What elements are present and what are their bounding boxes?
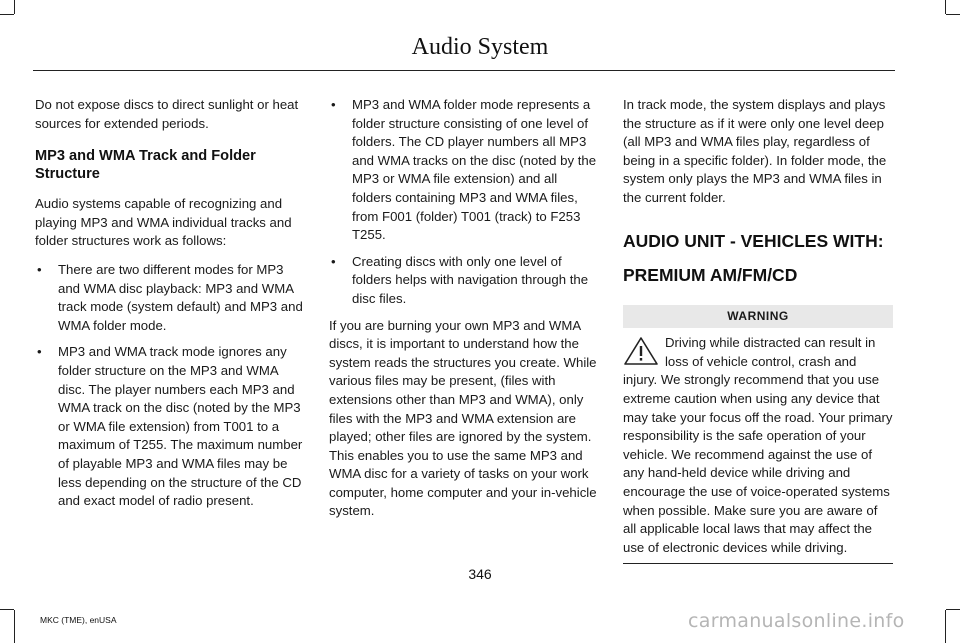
crop-mark-bottom-left-v	[14, 610, 15, 643]
footer-note: MKC (TME), enUSA	[40, 615, 117, 625]
track-mode-paragraph: In track mode, the system displays and plays the structure as if it were only one level deep (all MP3 and WMA files play, regardless of being in a specific folder). In folder mode, the system only plays the MP3 and WMA files in the current folder.	[623, 97, 887, 205]
watermark: carmanualsonline.info	[688, 610, 905, 632]
column-2	[329, 96, 599, 531]
warning-box	[623, 334, 893, 557]
warning-label: WARNING	[623, 305, 893, 329]
page-number: 346	[468, 566, 492, 582]
crop-mark-top-left-v	[14, 0, 15, 14]
warning-triangle-icon	[623, 336, 659, 366]
section-title-line-2: PREMIUM AM/FM/CD	[623, 264, 798, 285]
section-title-line-1: AUDIO UNIT - VEHICLES WITH:	[623, 230, 884, 251]
list-item: • Creating discs with only one level of folders helps with navigation through the disc files.	[329, 253, 599, 309]
list-item: • MP3 and WMA folder mode represents a folder structure consisting of one level of folders. The CD player numbers all MP3 and WMA tracks on the disc (noted by the MP3 or WMA file extension) and all folders containing MP3 and WMA files, from F001 (folder) T001 (track) to F253 T255.	[329, 96, 599, 245]
intro-paragraph: Do not expose discs to direct sunlight or heat sources for extended periods.	[35, 97, 299, 131]
crop-mark-top-right-h	[946, 14, 960, 15]
crop-mark-bottom-left-h	[0, 609, 14, 610]
crop-mark-bottom-right-v	[945, 610, 946, 643]
crop-mark-top-right-v	[945, 0, 946, 14]
bullet-list-1	[35, 261, 305, 511]
warning-bottom-divider	[623, 563, 893, 564]
column-3	[623, 96, 893, 564]
header-divider	[33, 70, 895, 71]
list-item: • MP3 and WMA track mode ignores any folder structure on the MP3 and WMA disc. The player numbers each MP3 and WMA track on the disc (noted by the MP3 or WMA file extension) from T001 to a maximum of T255. The maximum number of playable MP3 and WMA files may be less depending on the structure of the CD and exact model of radio present.	[35, 343, 305, 510]
column-1	[35, 96, 305, 519]
structure-paragraph: Audio systems capable of recognizing and playing MP3 and WMA individual tracks and folder structures work as follows:	[35, 196, 292, 249]
section-heading-mp3-structure: MP3 and WMA Track and Folder Structure	[35, 148, 256, 183]
bullet-list-2	[329, 96, 599, 309]
page-header-title: Audio System	[411, 34, 549, 60]
crop-mark-bottom-right-h	[946, 609, 960, 610]
crop-mark-top-left-h	[0, 14, 14, 15]
list-item: • There are two different modes for MP3 and WMA disc playback: MP3 and WMA track mode (system default) and MP3 and WMA folder mode.	[35, 261, 305, 335]
burning-discs-paragraph: If you are burning your own MP3 and WMA discs, it is important to understand how the system reads the structures you create. While various files may be present, (files with extensions other than MP3 and WMA), only files with the MP3 and WMA extension are played; other files are ignored by the system. This enables you to use the same MP3 and WMA disc for a variety of tasks on your work computer, home computer and your in-vehicle system.	[329, 317, 597, 519]
warning-text: Driving while distracted can result in loss of vehicle control, crash and injury. We strongly recommend that you use extreme caution when using any device that may take your focus off the road. Your primary responsibility is the safe operation of your vehicle. We recommend against the use of any hand-held device while driving and encourage the use of voice-operated systems when possible. Make sure you are aware of all applicable local laws that may affect the use of electronic devices while driving.	[623, 335, 893, 555]
